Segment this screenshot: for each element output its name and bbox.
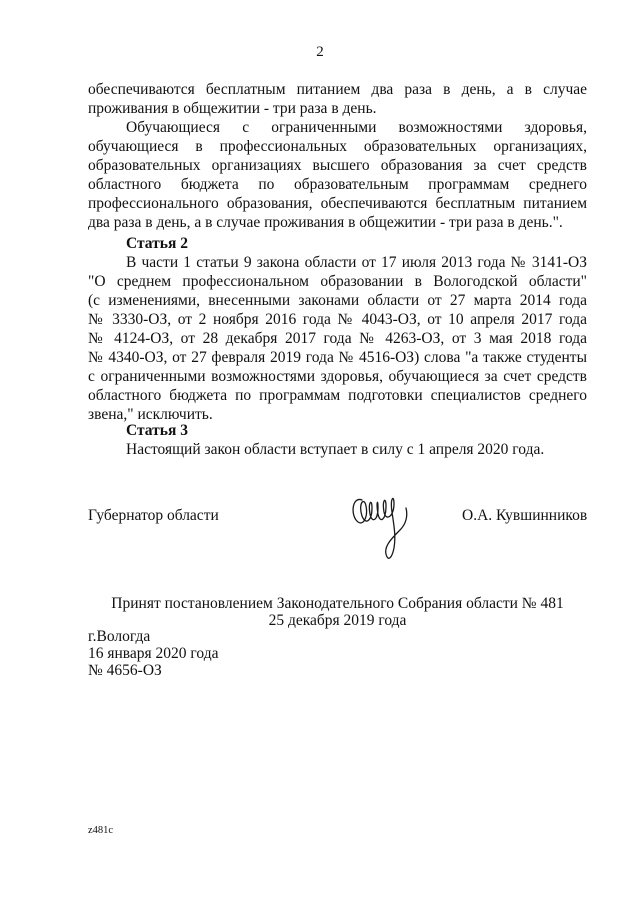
law-number: № 4656-ОЗ [88,662,162,679]
text-line: образовательных организациях высшего образования за счет средств [88,157,587,174]
document-code: z481c [88,825,114,836]
text-line: обучающиеся в профессиональных образовательных организациях, [88,138,587,155]
adoption-line-1: Принят постановлением Законодательного Собрания области № 481 [111,595,564,612]
adoption-line-2: 25 декабря 2019 года [268,612,407,629]
page-number: 2 [316,44,324,60]
text-line: № 4340-ОЗ, от 27 февраля 2019 года № 4516-ОЗ) слова "а также студенты [88,349,587,366]
paragraph-1 [88,80,587,118]
text-line: № 3330-ОЗ, от 2 ноября 2016 года № 4043-ОЗ, от 10 апреля 2017 года [88,311,587,328]
handwritten-signature [348,486,414,566]
text-line: "О среднем профессиональном образовании в Вологодской области" [88,273,587,290]
text-line: профессионального образования, обеспечиваются бесплатным питанием [88,195,587,212]
date: 16 января 2020 года [88,645,219,662]
text-line: обеспечиваются бесплатным питанием два раза в день, а в случае [88,81,587,98]
article-2 [88,234,587,424]
text-line: проживания в общежитии - три раза в день. [88,100,377,117]
text-line: два раза в день, а в случае проживания в общежитии - три раза в день.". [88,214,563,231]
paragraph-2 [88,118,587,232]
text-line: Настоящий закон области вступает в силу с 1 апреля 2020 года. [126,441,545,458]
place: г.Вологда [88,628,151,645]
text-line: с ограниченными возможностями здоровья, обучающиеся за счет средств [88,368,587,385]
text-line: звена," исключить. [88,406,213,423]
article-3-heading: Статья 3 [126,422,188,439]
text-line: В части 1 статьи 9 закона области от 17 июля 2013 года № 3141-ОЗ [126,254,587,271]
text-line: областного бюджета по программам подготовки специалистов среднего [88,387,587,404]
governor-title: Губернатор области [88,507,219,524]
text-line: (с изменениями, внесенными законами области от 27 марта 2014 года [88,292,587,309]
governor-name: О.А. Кувшинников [462,507,588,524]
text-line: № 4124-ОЗ, от 28 декабря 2017 года № 4263-ОЗ, от 3 мая 2018 года [88,330,587,347]
text-line: Обучающиеся с ограниченными возможностями здоровья, [126,119,587,136]
text-line: областного бюджета по образовательным программам среднего [88,176,587,193]
article-2-heading: Статья 2 [126,235,188,252]
article-3 [88,421,587,459]
